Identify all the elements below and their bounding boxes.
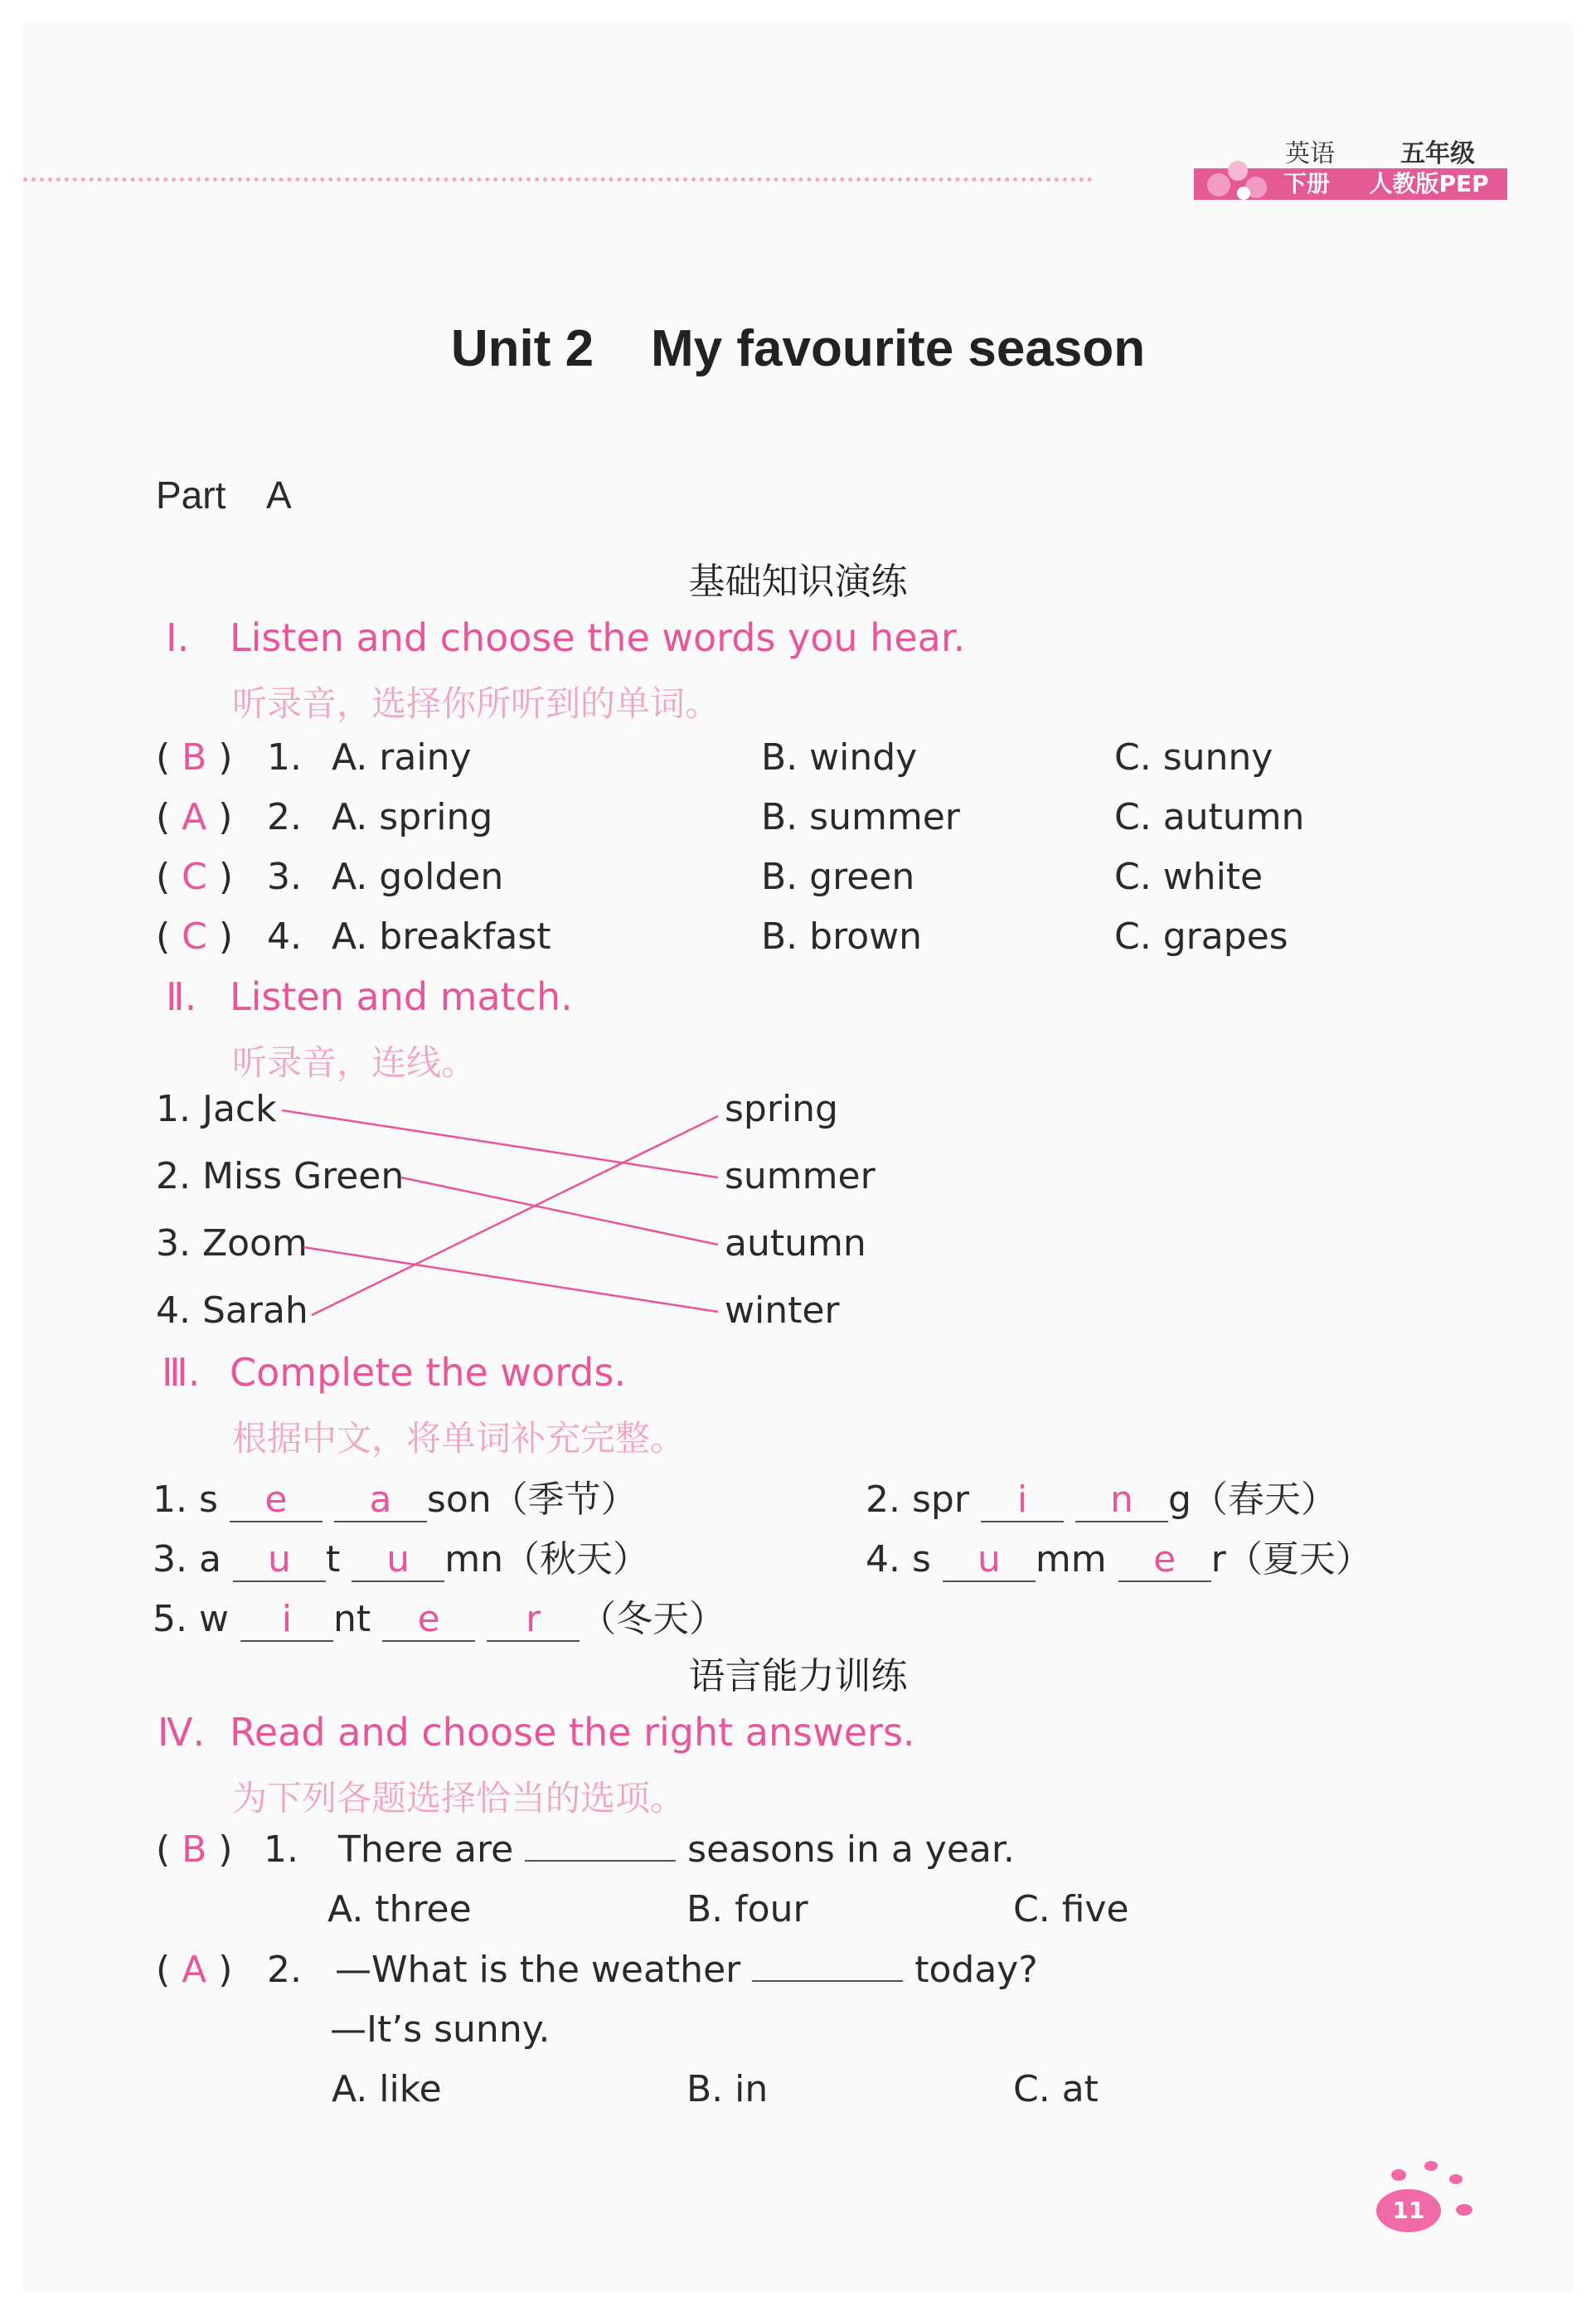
option-c: C. autumn bbox=[1114, 796, 1305, 838]
question-part: There are bbox=[337, 1828, 514, 1871]
answer-letter: B bbox=[182, 736, 207, 779]
option-c: C. grapes bbox=[1114, 915, 1288, 958]
word-item bbox=[153, 1529, 649, 1582]
match-right-item: summer bbox=[725, 1155, 876, 1197]
question-text bbox=[267, 1949, 1038, 1991]
word-number: 3. bbox=[153, 1538, 187, 1580]
answer-bracket: ( B ) bbox=[156, 1828, 233, 1871]
section-skill-heading: 语言能力训练 bbox=[688, 1655, 908, 1697]
match-left-item: 3. Zoom bbox=[156, 1222, 308, 1265]
match-right-item: spring bbox=[725, 1088, 838, 1130]
page-number: 11 bbox=[1376, 2189, 1441, 2232]
word-blank: e bbox=[230, 1478, 323, 1522]
match-line bbox=[303, 1247, 718, 1312]
option-c: C. five bbox=[1013, 1888, 1129, 1930]
word-blank: i bbox=[981, 1478, 1064, 1522]
match-line bbox=[282, 1110, 718, 1177]
option-a: A. breakfast bbox=[332, 915, 551, 958]
word-part: t bbox=[325, 1538, 341, 1580]
section3-instruction-cn: 根据中文，将单词补充完整。 bbox=[232, 1418, 686, 1459]
option-c: C. at bbox=[1013, 2068, 1099, 2110]
match-right-item: autumn bbox=[725, 1222, 866, 1265]
option-b: B. windy bbox=[761, 736, 918, 779]
option-b: B. green bbox=[761, 856, 915, 898]
word-part: w bbox=[198, 1598, 229, 1640]
section1-instruction-en: Listen and choose the words you hear. bbox=[230, 615, 966, 660]
answer-letter: C bbox=[182, 856, 207, 898]
word-part: r bbox=[1210, 1538, 1226, 1580]
word-cn: （春天） bbox=[1191, 1478, 1337, 1521]
word-blank: a bbox=[334, 1478, 427, 1522]
word-part: nt bbox=[332, 1598, 371, 1640]
option-b: B. brown bbox=[761, 915, 923, 958]
match-right-item: winter bbox=[725, 1289, 840, 1332]
match-left-item: 4. Sarah bbox=[156, 1289, 308, 1332]
header-subject: 英语 bbox=[1285, 139, 1335, 168]
word-item bbox=[866, 1529, 1372, 1582]
word-number: 5. bbox=[153, 1598, 187, 1640]
word-blank: u bbox=[943, 1538, 1036, 1582]
word-blank: i bbox=[240, 1598, 333, 1642]
section2-instruction-cn: 听录音，连线。 bbox=[232, 1042, 477, 1083]
option-a: A. spring bbox=[332, 796, 493, 838]
header-grade: 五年级 bbox=[1400, 139, 1476, 168]
word-blank: u bbox=[233, 1538, 326, 1582]
word-item bbox=[153, 1469, 638, 1522]
section4-instruction-en: Read and choose the right answers. bbox=[230, 1710, 915, 1755]
item-number: 4. bbox=[267, 915, 302, 958]
word-cn: （夏天） bbox=[1225, 1538, 1372, 1580]
question-blank bbox=[752, 1980, 903, 1982]
question-number: 1. bbox=[264, 1828, 298, 1871]
word-blank: e bbox=[382, 1598, 475, 1642]
unit-title: Unit 2 My favourite season bbox=[450, 320, 1146, 377]
option-a: A. rainy bbox=[332, 736, 472, 779]
paw-dot bbox=[1449, 2174, 1463, 2184]
section1-number: Ⅰ. bbox=[166, 615, 190, 660]
answer-bracket: ( C ) bbox=[156, 915, 234, 958]
word-number: 4. bbox=[866, 1538, 900, 1580]
word-cn: （秋天） bbox=[502, 1538, 649, 1580]
word-part: son bbox=[426, 1478, 492, 1521]
answer-bracket: ( A ) bbox=[156, 796, 233, 838]
option-b: B. in bbox=[686, 2068, 769, 2110]
item-number: 2. bbox=[267, 796, 302, 838]
word-item bbox=[866, 1469, 1337, 1522]
section4-instruction-cn: 为下列各题选择恰当的选项。 bbox=[232, 1778, 686, 1818]
section3-number: Ⅲ. bbox=[162, 1350, 201, 1395]
word-blank: r bbox=[487, 1598, 580, 1642]
answer-bracket: ( B ) bbox=[156, 736, 233, 779]
word-part: s bbox=[911, 1538, 931, 1580]
option-b: B. summer bbox=[761, 796, 960, 838]
header-volume: 下册 bbox=[1283, 170, 1331, 197]
word-cn: （季节） bbox=[491, 1478, 638, 1521]
question-part: seasons in a year. bbox=[687, 1828, 1015, 1871]
option-b: B. four bbox=[686, 1888, 808, 1930]
option-c: C. white bbox=[1114, 856, 1264, 898]
header-edition: 人教版PEP bbox=[1369, 170, 1489, 197]
answer-bracket: ( A ) bbox=[156, 1949, 233, 1991]
option-a: A. three bbox=[327, 1888, 472, 1930]
question-part: today? bbox=[914, 1949, 1038, 1991]
word-item bbox=[153, 1589, 725, 1642]
match-line bbox=[401, 1177, 718, 1245]
answer-letter: A bbox=[182, 796, 207, 838]
match-left-item: 2. Miss Green bbox=[156, 1155, 405, 1197]
item-number: 1. bbox=[267, 736, 302, 779]
paw-dot bbox=[1391, 2169, 1406, 2181]
option-c: C. sunny bbox=[1114, 736, 1273, 779]
paw-dot bbox=[1456, 2204, 1472, 2216]
section3-instruction-en: Complete the words. bbox=[230, 1350, 627, 1395]
question-number: 2. bbox=[267, 1949, 302, 1991]
question-blank bbox=[525, 1860, 676, 1862]
answer-bracket: ( C ) bbox=[156, 856, 234, 898]
question-part: —What is the weather bbox=[334, 1949, 741, 1991]
answer-letter: B bbox=[182, 1828, 207, 1871]
part-label: Part A bbox=[156, 473, 292, 517]
section4-number: Ⅳ. bbox=[158, 1710, 206, 1755]
word-part: mn bbox=[444, 1538, 503, 1580]
word-number: 2. bbox=[866, 1478, 900, 1521]
paw-dot bbox=[1424, 2161, 1438, 2171]
item-number: 3. bbox=[267, 856, 302, 898]
section-basic-heading: 基础知识演练 bbox=[688, 561, 908, 603]
word-part: spr bbox=[911, 1478, 969, 1521]
option-a: A. golden bbox=[332, 856, 504, 898]
word-blank: e bbox=[1118, 1538, 1211, 1582]
match-left-item: 1. Jack bbox=[156, 1088, 277, 1130]
answer-letter: A bbox=[182, 1949, 207, 1991]
option-a: A. like bbox=[332, 2068, 442, 2110]
word-blank: n bbox=[1075, 1478, 1168, 1522]
section1-instruction-cn: 听录音，选择你所听到的单词。 bbox=[232, 683, 720, 724]
word-cn: （冬天） bbox=[580, 1598, 726, 1640]
answer-letter: C bbox=[182, 915, 207, 958]
word-part: mm bbox=[1035, 1538, 1107, 1580]
question-text bbox=[264, 1828, 1015, 1871]
section2-number: Ⅱ. bbox=[166, 974, 197, 1019]
word-part: g bbox=[1167, 1478, 1191, 1521]
section2-instruction-en: Listen and match. bbox=[230, 974, 573, 1019]
word-number: 1. bbox=[153, 1478, 187, 1521]
word-part: s bbox=[198, 1478, 218, 1521]
word-part: a bbox=[198, 1538, 221, 1580]
word-blank: u bbox=[352, 1538, 444, 1582]
reply-text: —It’s sunny. bbox=[330, 2008, 551, 2051]
